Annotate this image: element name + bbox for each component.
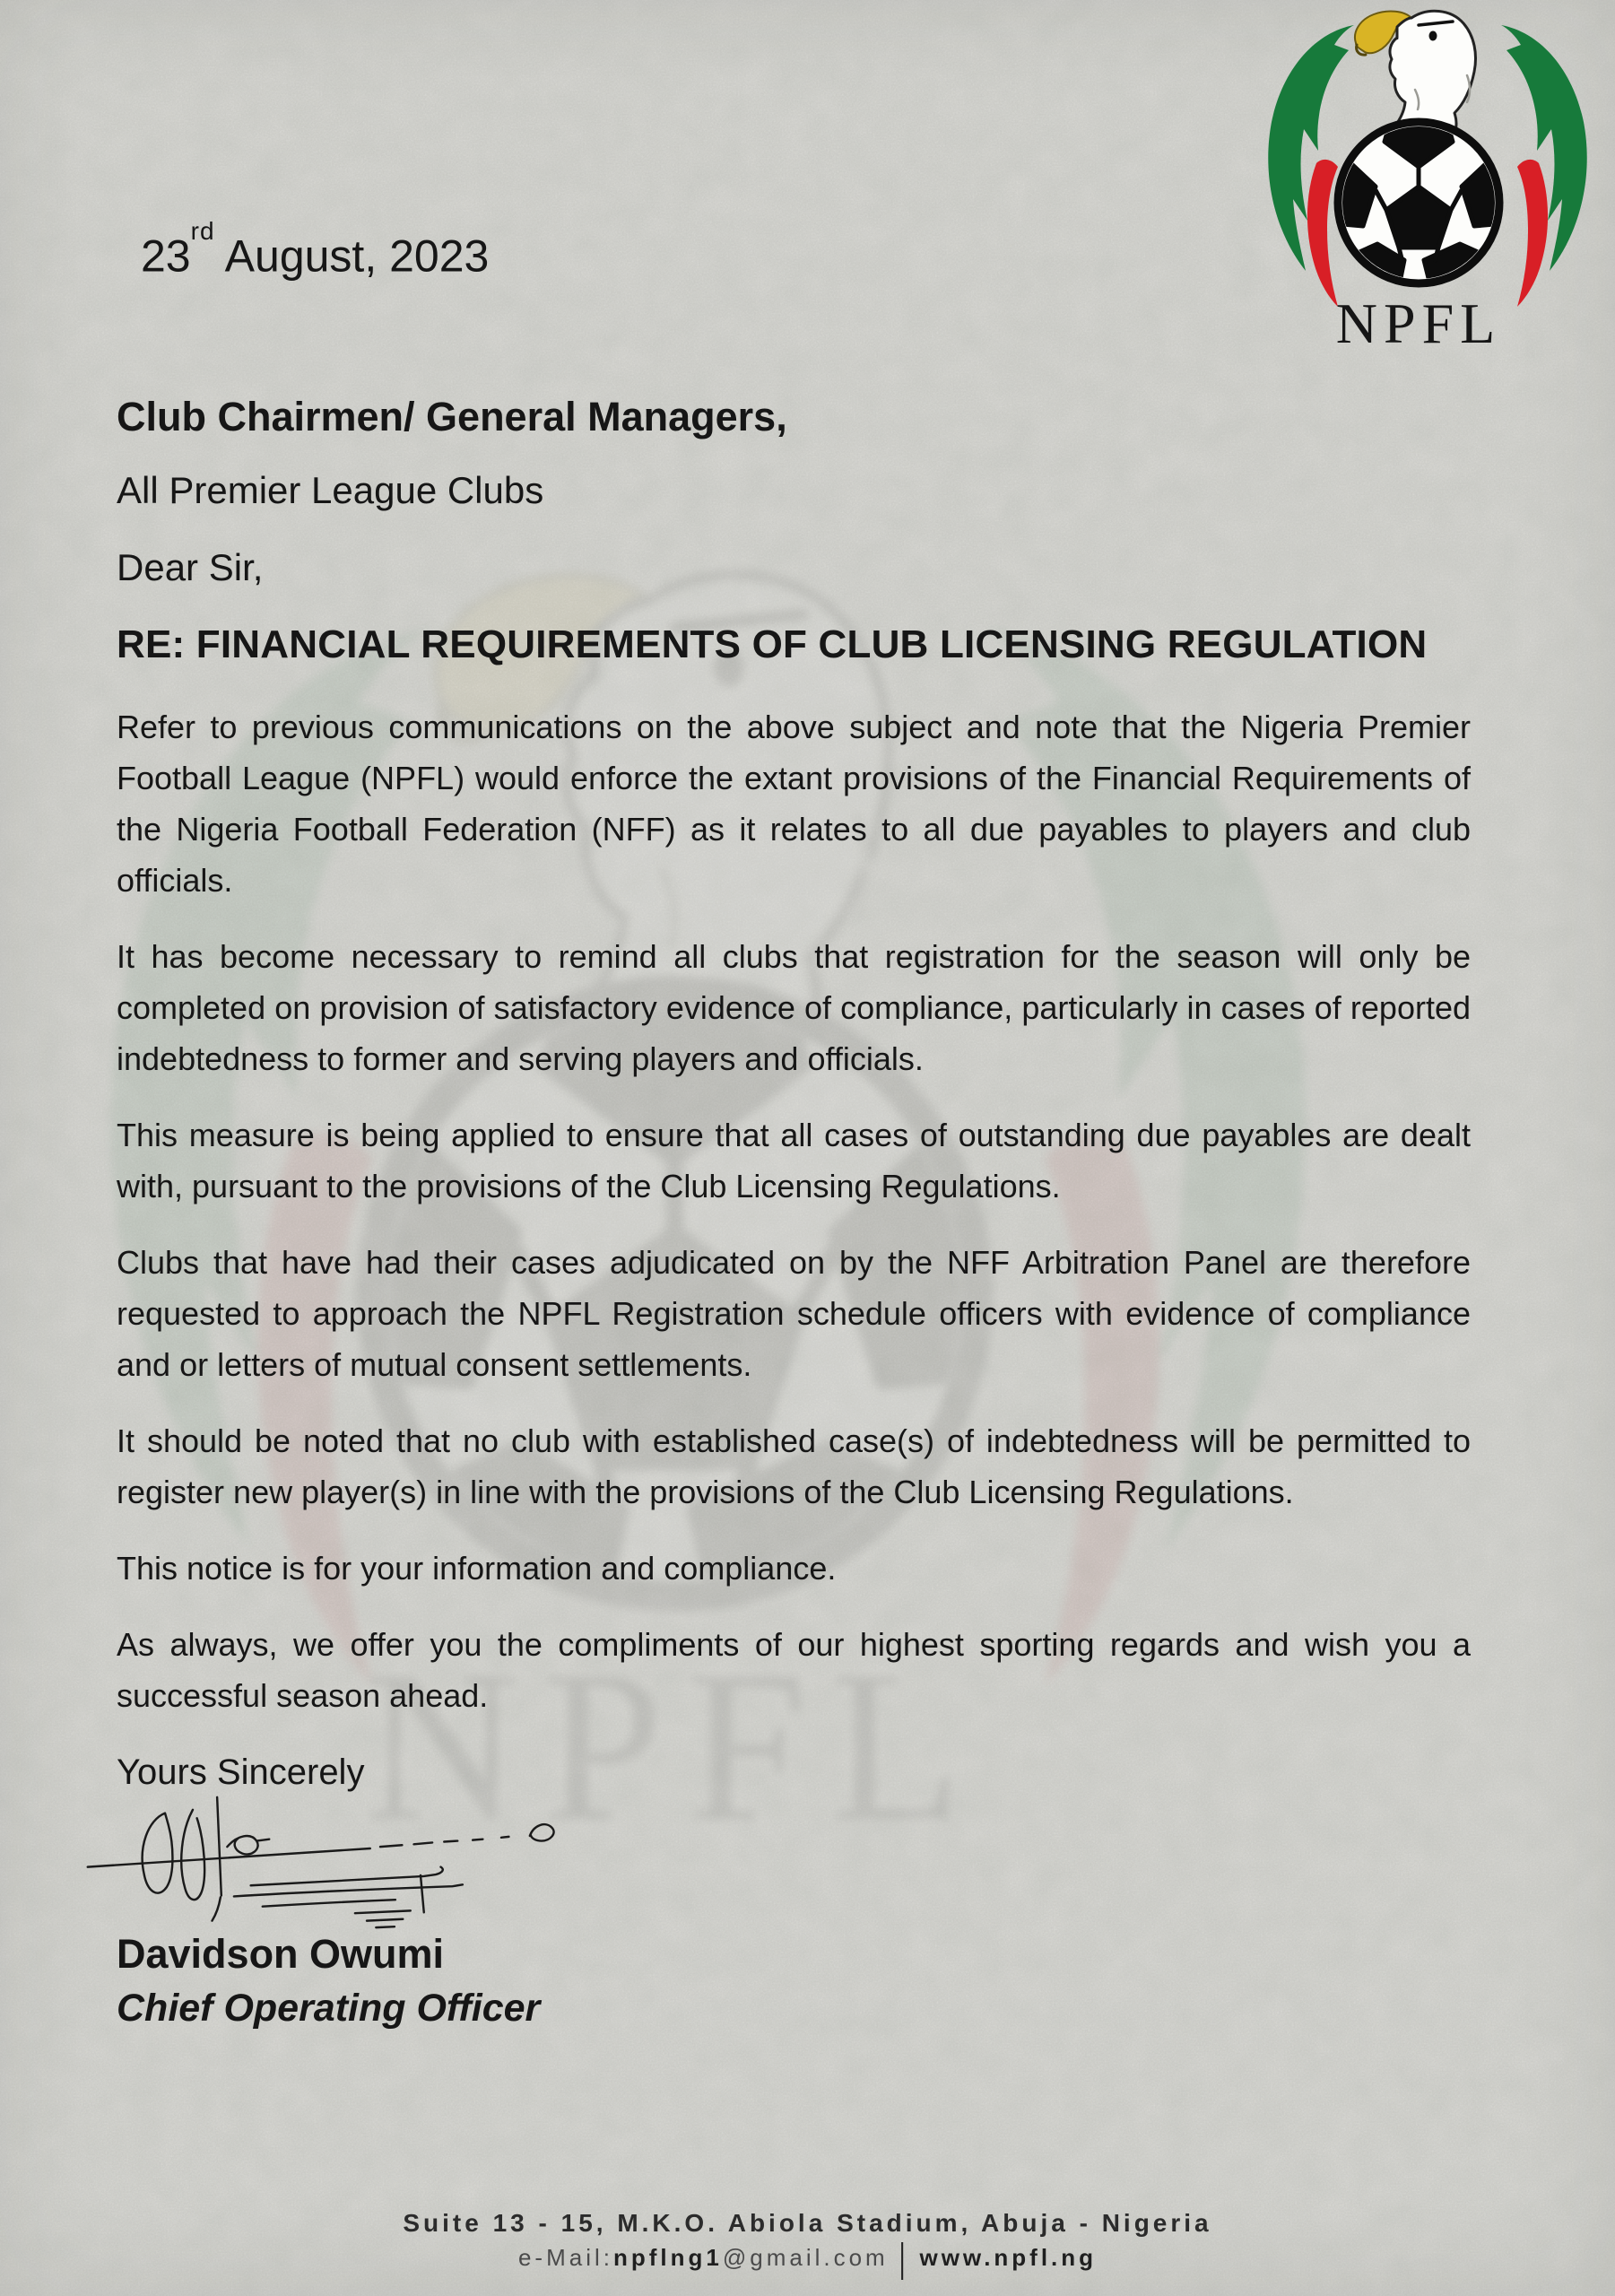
paragraph-7: As always, we offer you the compliments of our highest sporting regards and wish you a successful season ahead. [117, 1625, 1471, 1714]
date-day: 23 [141, 230, 191, 282]
paragraph-4: Clubs that have had their cases adjudicated on by the NFF Arbitration Panel are therefore requested to approach the NPFL Registration schedule officers with evidence of compliance and or letters of mutual consent settlements. [117, 1243, 1471, 1383]
paragraph-6: This notice is for your information and compliance. [117, 1549, 837, 1587]
subject-line: RE: FINANCIAL REQUIREMENTS OF CLUB LICENSING REGULATION [117, 622, 1428, 666]
recipient-line: Club Chairmen/ General Managers, [117, 393, 787, 439]
paragraph-5: It should be noted that no club with established case(s) of indebtedness will be permitted to register new player(s) in line with the provisions of the Club Licensing Regulations. [117, 1422, 1471, 1510]
footer-contact [0, 2234, 1615, 2281]
recipient-org: All Premier League Clubs [117, 468, 544, 511]
letter-date [141, 217, 1471, 283]
footer-address: Suite 13 - 15, M.K.O. Abiola Stadium, Abuja - Nigeria [403, 2209, 1212, 2237]
closing: Yours Sincerely [117, 1752, 365, 1792]
email-label: e-Mail: [517, 2244, 613, 2271]
footer-separator: | [899, 2234, 909, 2281]
paragraph-2: It has become necessary to remind all clubs that registration for the season will only be completed on provision of satisfactory evidence of compliance, particularly in cases of reported indebtedness to former and serving players and officials. [117, 937, 1471, 1077]
footer-website: www.npfl.ng [919, 2244, 1098, 2271]
email-user: npflng1 [612, 2244, 723, 2271]
signature-scribble [57, 1795, 649, 1929]
email-domain: @gmail.com [722, 2244, 889, 2271]
signatory-name: Davidson Owumi [117, 1930, 445, 1977]
salutation: Dear Sir, [117, 545, 264, 588]
date-ordinal: rd [190, 217, 215, 245]
signatory-title: Chief Operating Officer [117, 1986, 541, 2030]
paragraph-3: This measure is being applied to ensure that all cases of outstanding due payables are dealt with, pursuant to the provisions of the Club Licensing Regulations. [117, 1116, 1471, 1205]
letterhead-footer [0, 2208, 1615, 2281]
date-rest: August, 2023 [214, 230, 490, 282]
letter-body [117, 0, 1471, 2031]
paragraph-1: Refer to previous communications on the above subject and note that the Nigeria Premier Football League (NPFL) would enforce the extant provisions of the Financial Requirements of the Nigeria Football Federation (NFF) as it relates to all due payables to players and club officials. [117, 708, 1471, 899]
